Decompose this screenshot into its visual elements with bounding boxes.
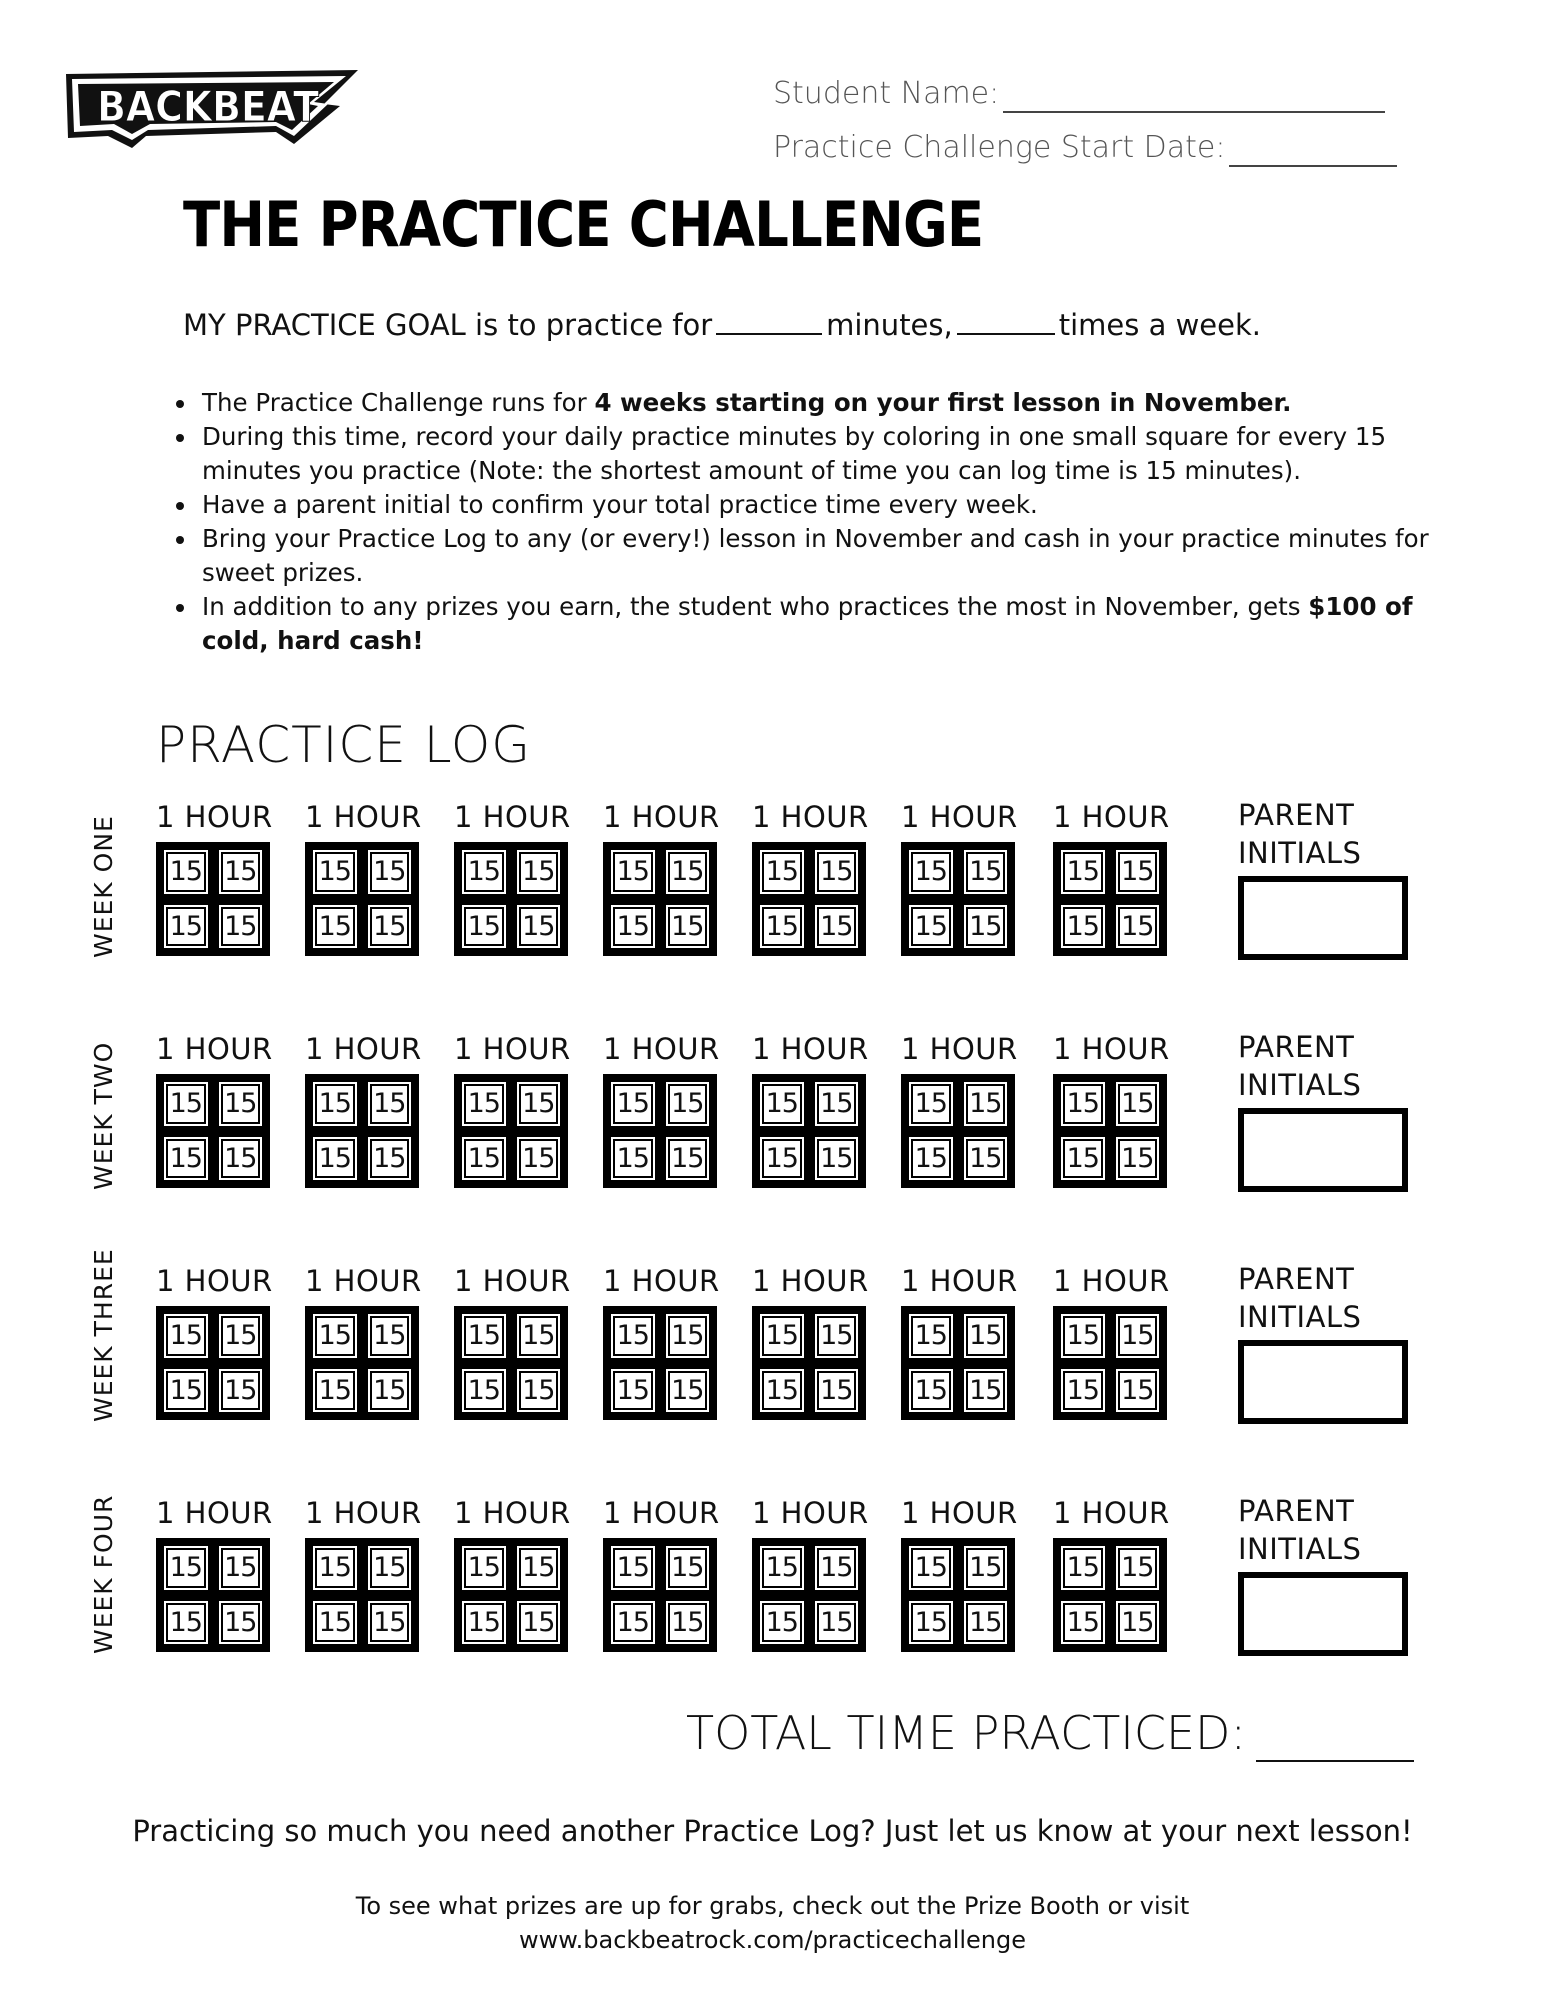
hour-grid <box>901 1306 1015 1420</box>
hour-grid <box>603 1538 717 1652</box>
hour-grid <box>305 842 419 956</box>
hour-grid <box>752 842 866 956</box>
fifteen-minute-square[interactable]: 15 <box>1113 1598 1163 1648</box>
total-time-field[interactable] <box>686 1706 1414 1762</box>
hour-grid <box>454 842 568 956</box>
hour-grid <box>305 1538 419 1652</box>
fifteen-minute-square[interactable]: 15 <box>161 1311 211 1361</box>
fifteen-minute-square[interactable]: 15 <box>961 847 1011 897</box>
fifteen-minute-square[interactable]: 15 <box>216 902 266 952</box>
fifteen-minute-square[interactable]: 15 <box>365 902 415 952</box>
hour-grid <box>305 1306 419 1420</box>
fifteen-minute-square[interactable]: 15 <box>365 1134 415 1184</box>
fifteen-minute-square[interactable]: 15 <box>310 902 360 952</box>
hour-grid <box>603 1306 717 1420</box>
fifteen-minute-square[interactable]: 15 <box>216 847 266 897</box>
rule-item: • Have a parent initial to confirm your total practice time every week. <box>198 488 1438 522</box>
fifteen-minute-square[interactable]: 15 <box>459 1598 509 1648</box>
week-label: WEEK THREE <box>89 1248 118 1422</box>
fifteen-minute-square[interactable]: 15 <box>812 1079 862 1129</box>
parent-initials-label <box>1238 1260 1361 1336</box>
fifteen-minute-square[interactable]: 15 <box>812 902 862 952</box>
hour-label: 1 HOUR <box>305 1496 422 1530</box>
fifteen-minute-square[interactable]: 15 <box>757 1079 807 1129</box>
goal-text-2: minutes, <box>826 308 953 342</box>
practice-goal <box>183 308 1261 342</box>
goal-text-1: MY PRACTICE GOAL is to practice for <box>183 308 713 342</box>
fifteen-minute-square[interactable]: 15 <box>1113 1366 1163 1416</box>
fifteen-minute-square[interactable]: 15 <box>216 1079 266 1129</box>
fifteen-minute-square[interactable]: 15 <box>514 1366 564 1416</box>
fifteen-minute-square[interactable]: 15 <box>608 1366 658 1416</box>
fifteen-minute-square[interactable]: 15 <box>161 1543 211 1593</box>
fifteen-minute-square[interactable]: 15 <box>663 902 713 952</box>
hour-label: 1 HOUR <box>752 1264 869 1298</box>
hour-grid <box>603 842 717 956</box>
hour-grid <box>901 1074 1015 1188</box>
fifteen-minute-square[interactable]: 15 <box>663 1079 713 1129</box>
student-name-blank[interactable] <box>1003 76 1385 113</box>
fifteen-minute-square[interactable]: 15 <box>161 1079 211 1129</box>
hour-label: 1 HOUR <box>901 1032 1018 1066</box>
fifteen-minute-square[interactable]: 15 <box>161 1366 211 1416</box>
fifteen-minute-square[interactable]: 15 <box>608 1079 658 1129</box>
hour-label: 1 HOUR <box>156 800 273 834</box>
hour-grid <box>454 1538 568 1652</box>
fifteen-minute-square[interactable]: 15 <box>310 1366 360 1416</box>
hour-label: 1 HOUR <box>1053 1032 1170 1066</box>
rule-item <box>198 590 1438 658</box>
parent-initials-label <box>1238 796 1361 872</box>
fifteen-minute-square[interactable]: 15 <box>812 847 862 897</box>
fifteen-minute-square[interactable]: 15 <box>961 1134 1011 1184</box>
hour-label: 1 HOUR <box>752 1032 869 1066</box>
fifteen-minute-square[interactable]: 15 <box>216 1598 266 1648</box>
week-block <box>0 1032 1545 1222</box>
fifteen-minute-square[interactable]: 15 <box>961 1311 1011 1361</box>
hour-grid <box>1053 1538 1167 1652</box>
fifteen-minute-square[interactable]: 15 <box>961 1079 1011 1129</box>
hour-label: 1 HOUR <box>305 800 422 834</box>
fifteen-minute-square[interactable]: 15 <box>1058 1366 1108 1416</box>
hour-label: 1 HOUR <box>752 800 869 834</box>
fifteen-minute-square[interactable]: 15 <box>514 1598 564 1648</box>
fifteen-minute-square[interactable]: 15 <box>365 1311 415 1361</box>
total-time-label: TOTAL TIME PRACTICED: <box>686 1706 1246 1760</box>
hour-label: 1 HOUR <box>901 1496 1018 1530</box>
hour-label: 1 HOUR <box>454 1032 571 1066</box>
fifteen-minute-square[interactable]: 15 <box>961 1366 1011 1416</box>
fifteen-minute-square[interactable]: 15 <box>608 847 658 897</box>
hour-grid <box>1053 1074 1167 1188</box>
fifteen-minute-square[interactable]: 15 <box>757 902 807 952</box>
hour-label: 1 HOUR <box>603 1032 720 1066</box>
hour-label: 1 HOUR <box>454 1264 571 1298</box>
fifteen-minute-square[interactable]: 15 <box>310 1543 360 1593</box>
fifteen-minute-square[interactable]: 15 <box>663 847 713 897</box>
fifteen-minute-square[interactable]: 15 <box>1113 1311 1163 1361</box>
week-label: WEEK FOUR <box>89 1494 118 1654</box>
hour-grid <box>156 1306 270 1420</box>
fifteen-minute-square[interactable]: 15 <box>365 847 415 897</box>
fifteen-minute-square[interactable]: 15 <box>365 1543 415 1593</box>
fifteen-minute-square[interactable]: 15 <box>459 1134 509 1184</box>
fifteen-minute-square[interactable]: 15 <box>459 847 509 897</box>
fifteen-minute-square[interactable]: 15 <box>310 1079 360 1129</box>
fifteen-minute-square[interactable]: 15 <box>757 1598 807 1648</box>
hour-label: 1 HOUR <box>1053 1496 1170 1530</box>
fifteen-minute-square[interactable]: 15 <box>757 1134 807 1184</box>
hour-label: 1 HOUR <box>901 800 1018 834</box>
hour-label: 1 HOUR <box>603 800 720 834</box>
fifteen-minute-square[interactable]: 15 <box>1113 847 1163 897</box>
fifteen-minute-square[interactable]: 15 <box>812 1543 862 1593</box>
hour-label: 1 HOUR <box>156 1032 273 1066</box>
rule-item: • Bring your Practice Log to any (or every!) lesson in November and cash in your practice minutes for sweet prizes. <box>198 522 1438 590</box>
rules-list <box>168 386 1438 658</box>
fifteen-minute-square[interactable]: 15 <box>310 1311 360 1361</box>
parent-initials-box[interactable] <box>1238 1572 1408 1656</box>
fifteen-minute-square[interactable]: 15 <box>757 1311 807 1361</box>
fifteen-minute-square[interactable]: 15 <box>310 1134 360 1184</box>
fifteen-minute-square[interactable]: 15 <box>1058 1543 1108 1593</box>
hour-grid <box>752 1306 866 1420</box>
hour-grid <box>156 842 270 956</box>
hour-grid <box>901 842 1015 956</box>
hour-label: 1 HOUR <box>156 1496 273 1530</box>
start-date-field[interactable] <box>773 130 1397 167</box>
fifteen-minute-square[interactable]: 15 <box>216 1311 266 1361</box>
rule-1-bold: 4 weeks starting on your first lesson in November. <box>594 388 1292 417</box>
student-name-field[interactable] <box>773 76 1385 113</box>
parent-label-line1: PARENT <box>1238 798 1355 832</box>
hour-label: 1 HOUR <box>454 800 571 834</box>
fifteen-minute-square[interactable]: 15 <box>1058 847 1108 897</box>
parent-initials-label <box>1238 1028 1361 1104</box>
parent-label-line1: PARENT <box>1238 1262 1355 1296</box>
fifteen-minute-square[interactable]: 15 <box>161 1598 211 1648</box>
fifteen-minute-square[interactable]: 15 <box>365 1079 415 1129</box>
fifteen-minute-square[interactable]: 15 <box>608 902 658 952</box>
logo-wordmark: BACKBEAT <box>97 83 319 132</box>
fifteen-minute-square[interactable]: 15 <box>1058 1079 1108 1129</box>
rule-5-text: In addition to any prizes you earn, the student who practices the most in November, gets <box>202 592 1309 621</box>
fifteen-minute-square[interactable]: 15 <box>514 1079 564 1129</box>
week-block <box>0 800 1545 990</box>
fifteen-minute-square[interactable]: 15 <box>757 1366 807 1416</box>
fifteen-minute-square[interactable]: 15 <box>1113 1134 1163 1184</box>
fifteen-minute-square[interactable]: 15 <box>757 1543 807 1593</box>
fifteen-minute-square[interactable]: 15 <box>608 1311 658 1361</box>
hour-label: 1 HOUR <box>752 1496 869 1530</box>
fifteen-minute-square[interactable]: 15 <box>1058 902 1108 952</box>
parent-label-line2: INITIALS <box>1238 836 1362 870</box>
fifteen-minute-square[interactable]: 15 <box>608 1134 658 1184</box>
student-name-label: Student Name: <box>773 76 1000 111</box>
fifteen-minute-square[interactable]: 15 <box>906 1079 956 1129</box>
hour-label: 1 HOUR <box>603 1496 720 1530</box>
hour-grid <box>1053 842 1167 956</box>
hour-grid <box>752 1538 866 1652</box>
prizes-url[interactable]: www.backbeatrock.com/practicechallenge <box>518 1926 1027 1954</box>
fifteen-minute-square[interactable]: 15 <box>906 1366 956 1416</box>
hour-label: 1 HOUR <box>901 1264 1018 1298</box>
fifteen-minute-square[interactable]: 15 <box>663 1598 713 1648</box>
another-log-note: Practicing so much you need another Practice Log? Just let us know at your next lesson! <box>132 1814 1413 1848</box>
fifteen-minute-square[interactable]: 15 <box>459 902 509 952</box>
goal-times-blank[interactable] <box>957 331 1055 335</box>
fifteen-minute-square[interactable]: 15 <box>812 1311 862 1361</box>
fifteen-minute-square[interactable]: 15 <box>216 1366 266 1416</box>
fifteen-minute-square[interactable]: 15 <box>459 1543 509 1593</box>
hour-label: 1 HOUR <box>1053 800 1170 834</box>
hour-grid <box>603 1074 717 1188</box>
fifteen-minute-square[interactable]: 15 <box>161 902 211 952</box>
start-date-label: Practice Challenge Start Date: <box>773 130 1226 165</box>
fifteen-minute-square[interactable]: 15 <box>365 1598 415 1648</box>
fifteen-minute-square[interactable]: 15 <box>514 1134 564 1184</box>
fifteen-minute-square[interactable]: 15 <box>216 1134 266 1184</box>
fifteen-minute-square[interactable]: 15 <box>663 1311 713 1361</box>
rule-5-bold: $100 of cold, hard cash! <box>202 592 1413 655</box>
hour-grid <box>454 1074 568 1188</box>
parent-initials-box[interactable] <box>1238 1340 1408 1424</box>
parent-label-line2: INITIALS <box>1238 1532 1362 1566</box>
fifteen-minute-square[interactable]: 15 <box>310 847 360 897</box>
hour-grid <box>454 1306 568 1420</box>
fifteen-minute-square[interactable]: 15 <box>1058 1311 1108 1361</box>
fifteen-minute-square[interactable]: 15 <box>161 847 211 897</box>
hour-grid <box>156 1538 270 1652</box>
hour-label: 1 HOUR <box>603 1264 720 1298</box>
parent-label-line2: INITIALS <box>1238 1068 1362 1102</box>
hour-grid <box>156 1074 270 1188</box>
parent-label-line1: PARENT <box>1238 1494 1355 1528</box>
fifteen-minute-square[interactable]: 15 <box>961 1598 1011 1648</box>
week-block <box>0 1496 1545 1686</box>
fifteen-minute-square[interactable]: 15 <box>906 847 956 897</box>
backbeat-logo <box>62 66 362 150</box>
fifteen-minute-square[interactable]: 15 <box>514 902 564 952</box>
fifteen-minute-square[interactable]: 15 <box>216 1543 266 1593</box>
fifteen-minute-square[interactable]: 15 <box>812 1366 862 1416</box>
fifteen-minute-square[interactable]: 15 <box>310 1598 360 1648</box>
fifteen-minute-square[interactable]: 15 <box>961 902 1011 952</box>
parent-label-line1: PARENT <box>1238 1030 1355 1064</box>
fifteen-minute-square[interactable]: 15 <box>906 1134 956 1184</box>
fifteen-minute-square[interactable]: 15 <box>663 1543 713 1593</box>
fifteen-minute-square[interactable]: 15 <box>459 1311 509 1361</box>
fifteen-minute-square[interactable]: 15 <box>906 1543 956 1593</box>
fifteen-minute-square[interactable]: 15 <box>161 1134 211 1184</box>
fifteen-minute-square[interactable]: 15 <box>365 1366 415 1416</box>
hour-grid <box>752 1074 866 1188</box>
fifteen-minute-square[interactable]: 15 <box>1058 1134 1108 1184</box>
total-time-blank[interactable] <box>1256 1706 1414 1762</box>
fifteen-minute-square[interactable]: 15 <box>1058 1598 1108 1648</box>
hour-grid <box>305 1074 419 1188</box>
fifteen-minute-square[interactable]: 15 <box>1113 1079 1163 1129</box>
fifteen-minute-square[interactable]: 15 <box>1113 1543 1163 1593</box>
fifteen-minute-square[interactable]: 15 <box>812 1134 862 1184</box>
fifteen-minute-square[interactable]: 15 <box>514 1311 564 1361</box>
goal-minutes-blank[interactable] <box>716 331 822 335</box>
rule-item: • During this time, record your daily practice minutes by coloring in one small square for every 15 minutes you practice (Note: the shortest amount of time you can log time is 15 minutes). <box>198 420 1438 488</box>
parent-initials-box[interactable] <box>1238 1108 1408 1192</box>
practice-log-title: PRACTICE LOG <box>156 716 531 774</box>
hour-grid <box>901 1538 1015 1652</box>
fifteen-minute-square[interactable]: 15 <box>757 847 807 897</box>
hour-label: 1 HOUR <box>305 1264 422 1298</box>
prizes-note: To see what prizes are up for grabs, check out the Prize Booth or visit <box>355 1892 1190 1920</box>
hour-label: 1 HOUR <box>305 1032 422 1066</box>
rule-1-text: The Practice Challenge runs for <box>202 388 595 417</box>
fifteen-minute-square[interactable]: 15 <box>1113 902 1163 952</box>
hour-grid <box>1053 1306 1167 1420</box>
fifteen-minute-square[interactable]: 15 <box>459 1366 509 1416</box>
fifteen-minute-square[interactable]: 15 <box>906 1598 956 1648</box>
fifteen-minute-square[interactable]: 15 <box>906 1311 956 1361</box>
fifteen-minute-square[interactable]: 15 <box>812 1598 862 1648</box>
fifteen-minute-square[interactable]: 15 <box>459 1079 509 1129</box>
parent-initials-box[interactable] <box>1238 876 1408 960</box>
fifteen-minute-square[interactable]: 15 <box>514 847 564 897</box>
week-label: WEEK ONE <box>89 815 118 958</box>
hour-label: 1 HOUR <box>156 1264 273 1298</box>
fifteen-minute-square[interactable]: 15 <box>663 1366 713 1416</box>
fifteen-minute-square[interactable]: 15 <box>514 1543 564 1593</box>
rule-item <box>198 386 1438 420</box>
fifteen-minute-square[interactable]: 15 <box>961 1543 1011 1593</box>
week-block <box>0 1248 1545 1454</box>
hour-label: 1 HOUR <box>454 1496 571 1530</box>
fifteen-minute-square[interactable]: 15 <box>906 902 956 952</box>
page-title: THE PRACTICE CHALLENGE <box>183 188 984 261</box>
fifteen-minute-square[interactable]: 15 <box>608 1543 658 1593</box>
parent-label-line2: INITIALS <box>1238 1300 1362 1334</box>
parent-initials-label <box>1238 1492 1361 1568</box>
fifteen-minute-square[interactable]: 15 <box>663 1134 713 1184</box>
hour-label: 1 HOUR <box>1053 1264 1170 1298</box>
goal-text-3: times a week. <box>1058 308 1261 342</box>
week-label: WEEK TWO <box>89 1041 118 1190</box>
fifteen-minute-square[interactable]: 15 <box>608 1598 658 1648</box>
start-date-blank[interactable] <box>1229 130 1397 167</box>
